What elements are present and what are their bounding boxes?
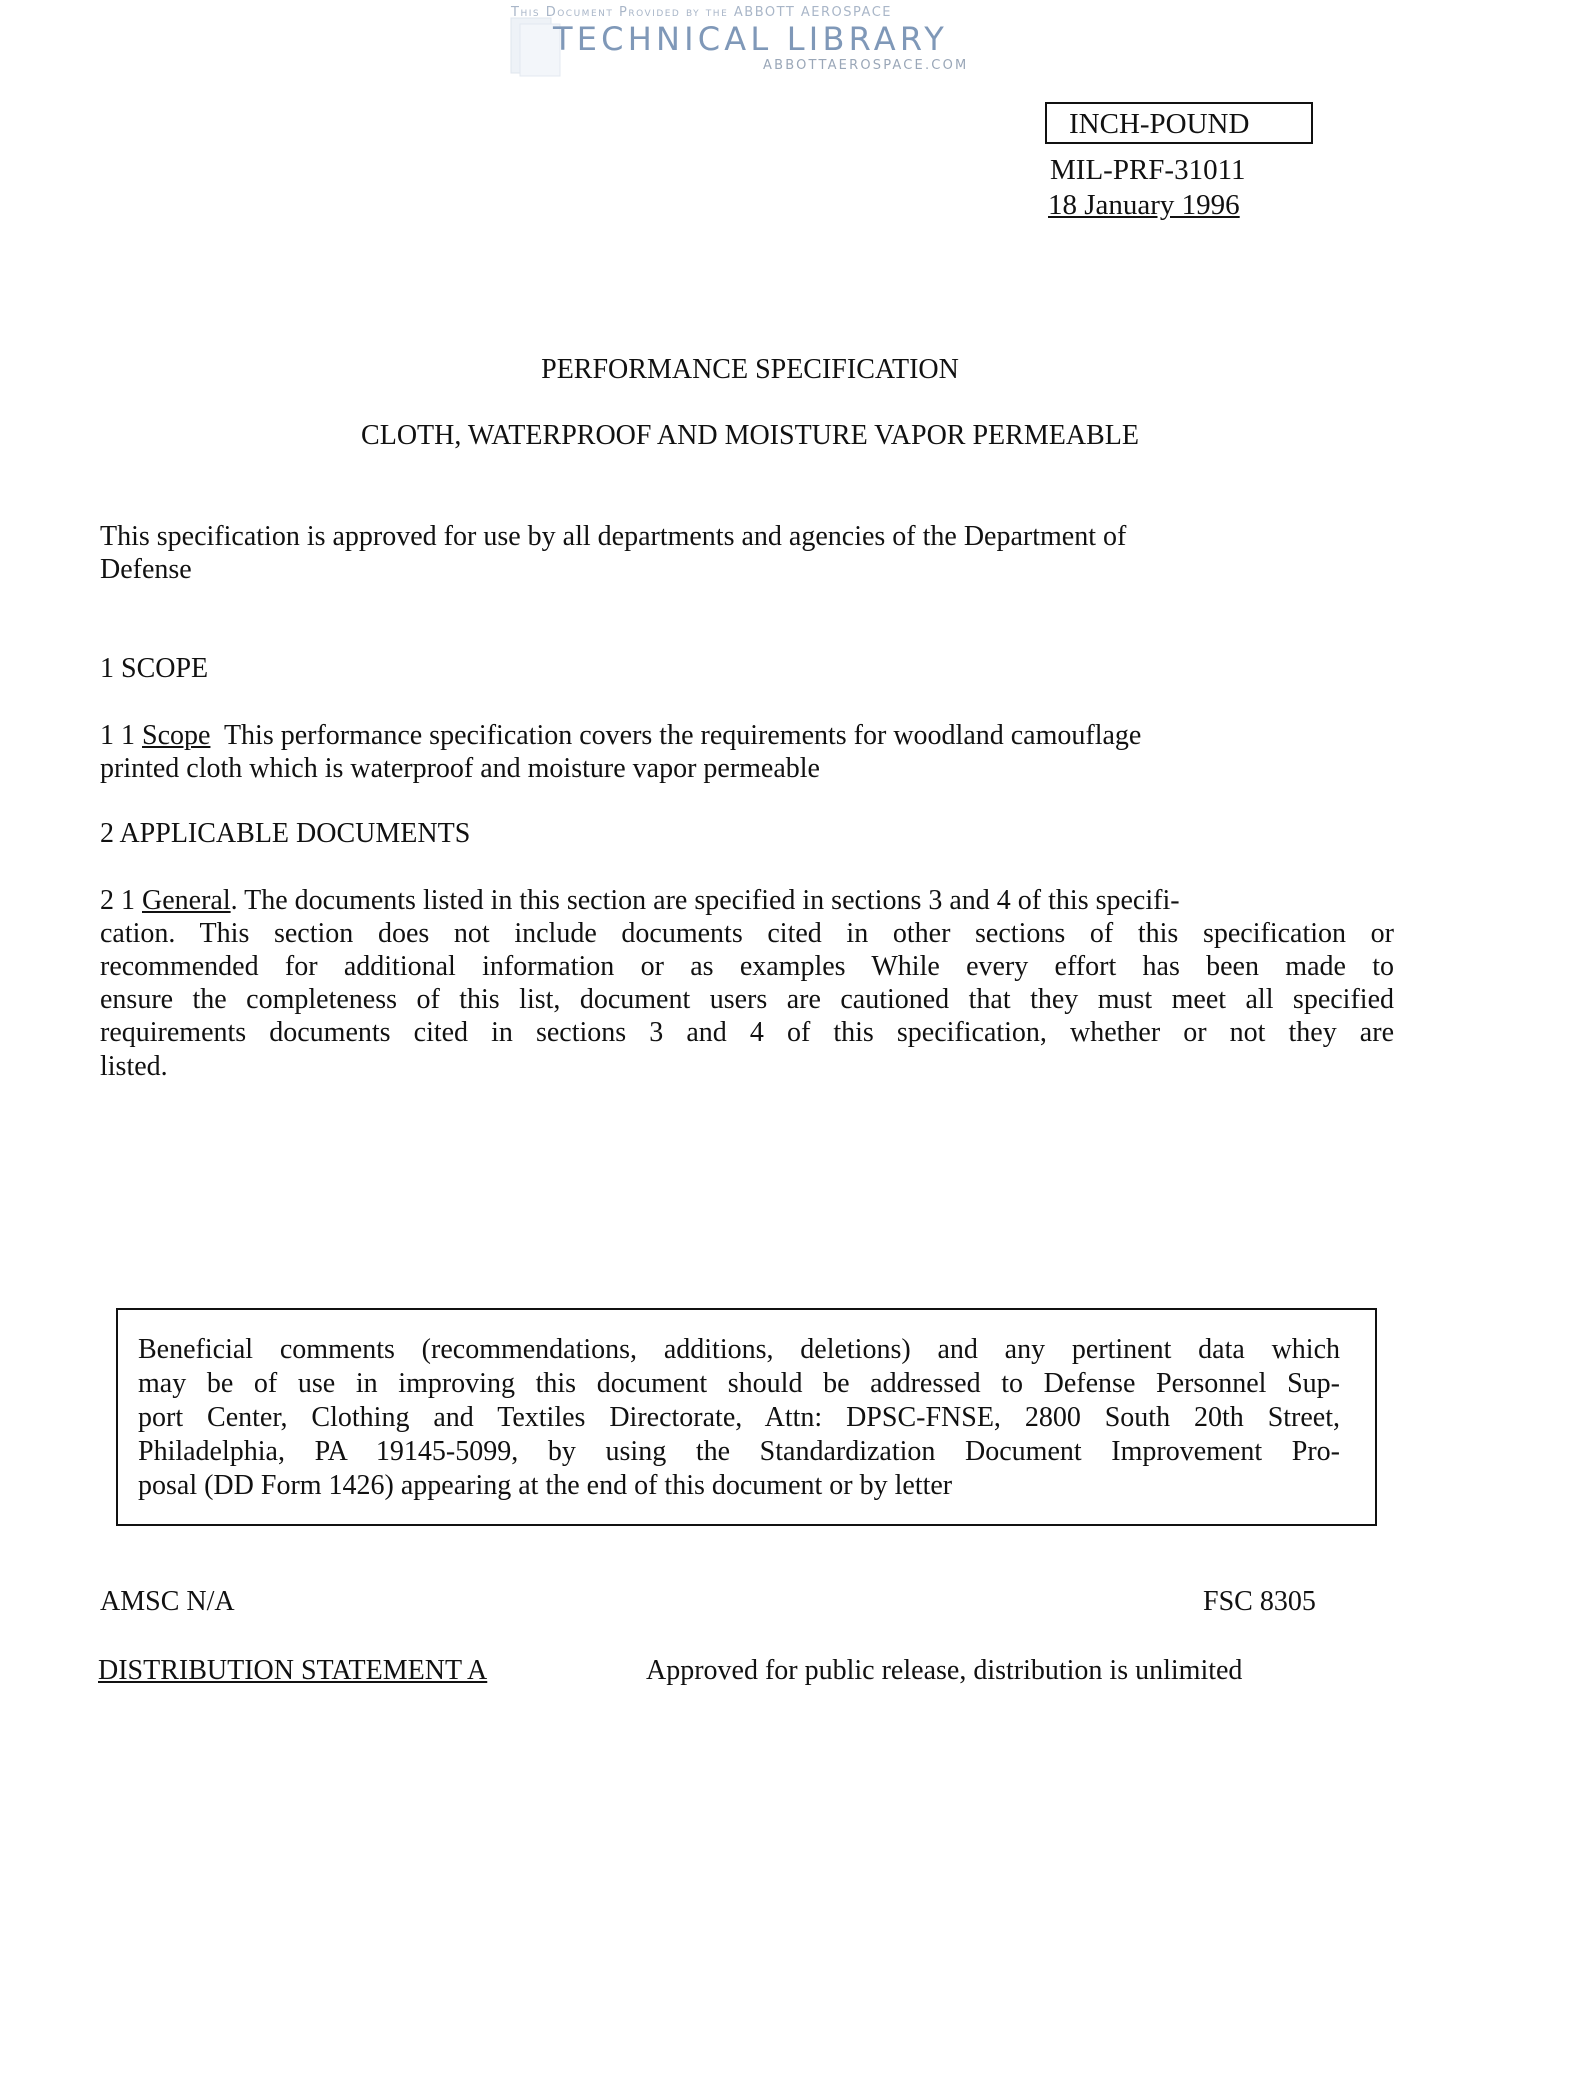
- general-paragraph-line: ensure the completeness of this list, document users are cautioned that they must meet all specified: [100, 984, 1394, 1015]
- comments-line: port Center, Clothing and Textiles Directorate, Attn: DPSC-FNSE, 2800 South 20th Street,: [138, 1402, 1340, 1433]
- watermark-title: TECHNICAL LIBRARY: [553, 20, 948, 58]
- watermark-provider: This Document Provided by the ABBOTT AEROSPACE: [511, 5, 892, 20]
- general-text: . The documents listed in this section are specified in sections 3 and 4 of this specifi-: [230, 885, 1180, 916]
- scope-paragraph-line: [100, 719, 1141, 752]
- scope-paragraph-line: printed cloth which is waterproof and moisture vapor permeable: [100, 753, 820, 784]
- spec-type-title: PERFORMANCE SPECIFICATION: [541, 354, 959, 385]
- comments-line: Beneficial comments (recommendations, additions, deletions) and any pertinent data which: [138, 1334, 1340, 1365]
- general-subtitle: General: [142, 885, 231, 916]
- distribution-text: Approved for public release, distribution is unlimited: [646, 1655, 1243, 1686]
- watermark-url: ABBOTTAEROSPACE.COM: [763, 58, 969, 73]
- general-paragraph-line: listed.: [100, 1051, 168, 1082]
- section-heading-applicable: 2 APPLICABLE DOCUMENTS: [100, 818, 471, 849]
- general-number: 2 1: [100, 885, 135, 916]
- general-paragraph-line: cation. This section does not include documents cited in other sections of this specification or: [100, 918, 1394, 949]
- comments-line: posal (DD Form 1426) appearing at the end of this document or by letter: [138, 1470, 953, 1501]
- doc-date: 18 January 1996: [1048, 189, 1240, 221]
- fsc-code: FSC 8305: [1203, 1586, 1316, 1617]
- doc-number: MIL-PRF-31011: [1050, 154, 1246, 186]
- amsc-code: AMSC N/A: [100, 1586, 235, 1617]
- spec-title: CLOTH, WATERPROOF AND MOISTURE VAPOR PERMEABLE: [361, 420, 1139, 451]
- comments-line: may be of use in improving this document should be addressed to Defense Personnel Sup-: [138, 1368, 1340, 1399]
- section-heading-scope: 1 SCOPE: [100, 653, 209, 684]
- general-paragraph-line: [100, 884, 1180, 917]
- scope-number: 1 1: [100, 720, 135, 751]
- approval-line: Defense: [100, 554, 192, 585]
- scope-subtitle: Scope: [142, 720, 211, 751]
- general-paragraph-line: requirements documents cited in sections 3 and 4 of this specification, whether or not they are: [100, 1017, 1394, 1048]
- general-paragraph-line: recommended for additional information or as examples While every effort has been made to: [100, 951, 1394, 982]
- comments-line: Philadelphia, PA 19145-5099, by using the Standardization Document Improvement Pro-: [138, 1436, 1340, 1467]
- scope-text: This performance specification covers the requirements for woodland camouflage: [223, 720, 1142, 751]
- approval-line: This specification is approved for use by all departments and agencies of the Department of: [100, 521, 1127, 552]
- unit-label-box: INCH-POUND: [1045, 102, 1313, 144]
- distribution-label: DISTRIBUTION STATEMENT A: [98, 1655, 488, 1686]
